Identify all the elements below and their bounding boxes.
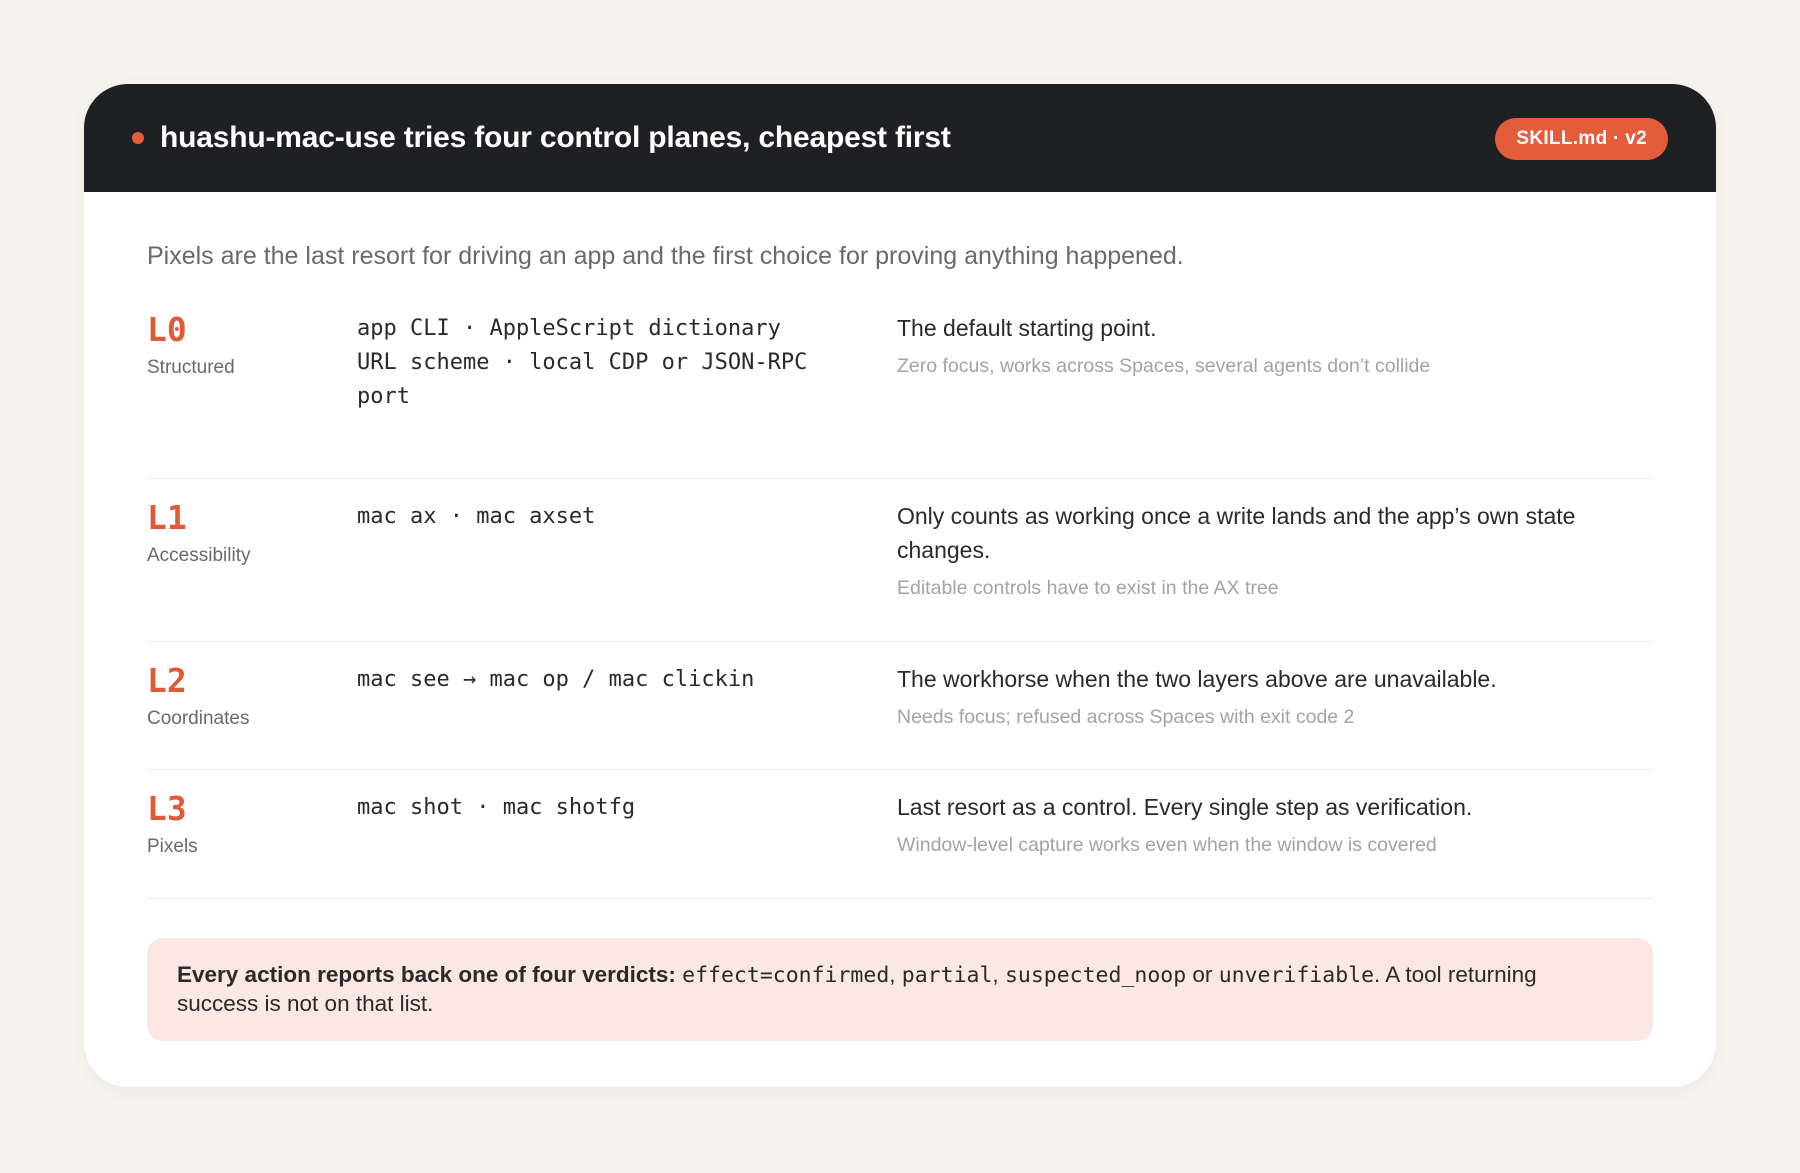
verdict-lead: Every action reports back one of four verdicts: [177, 961, 676, 987]
verdict-line-2: success is not on that list. [177, 990, 434, 1016]
verdict-unverifiable: unverifiable [1218, 962, 1375, 988]
card-body [84, 192, 1716, 1041]
level-commands [357, 790, 897, 898]
level-description [897, 662, 1653, 769]
level-name: Pixels [147, 835, 198, 857]
level-label [147, 499, 357, 641]
description-note: Window-level capture works even when the window is covered [897, 833, 1437, 856]
skill-card [84, 84, 1716, 1087]
level-description [897, 311, 1653, 478]
verdict-tail: . A tool returning [1374, 961, 1537, 987]
verdict-or: or [1192, 961, 1213, 987]
level-row-l3 [147, 770, 1653, 899]
level-commands [357, 499, 897, 641]
intro-text: Pixels are the last resort for driving an app and the first choice for proving anything happened. [147, 242, 1184, 270]
level-name: Coordinates [147, 707, 250, 729]
command-line: URL scheme · local CDP or JSON-RPC [357, 349, 808, 375]
description-line: Only counts as working once a write lands and the app’s own state [897, 502, 1576, 529]
description-text: The workhorse when the two layers above are unavailable. [897, 665, 1497, 692]
verdict-confirmed: effect=confirmed [682, 962, 890, 988]
version-badge: SKILL.md · v2 [1495, 118, 1668, 160]
level-commands [357, 662, 897, 769]
description-text: The default starting point. [897, 314, 1157, 341]
level-label [147, 790, 357, 898]
level-name: Accessibility [147, 544, 251, 566]
description-note: Zero focus, works across Spaces, several agents don’t collide [897, 354, 1431, 377]
card-title: huashu-mac-use tries four control planes, cheapest first [160, 121, 951, 154]
verdict-line-1 [177, 961, 1623, 990]
card-header [84, 84, 1716, 192]
verdict-separator: , [992, 961, 999, 987]
command-line: mac shot · mac shotfg [357, 794, 636, 820]
command-line: mac see → mac op / mac clickin [357, 666, 755, 692]
level-description [897, 790, 1653, 898]
command-line: port [357, 383, 410, 409]
level-label [147, 662, 357, 769]
description-note: Editable controls have to exist in the AX tree [897, 576, 1279, 599]
level-label [147, 311, 357, 478]
verdict-callout [147, 938, 1653, 1041]
level-row-l0 [147, 311, 1653, 479]
verdict-suspected-noop: suspected_noop [1004, 962, 1187, 988]
description-note: Needs focus; refused across Spaces with exit code 2 [897, 705, 1355, 728]
level-code: L1 [147, 497, 187, 537]
level-code: L2 [147, 660, 187, 700]
status-dot-icon [132, 132, 144, 144]
verdict-separator: , [889, 961, 896, 987]
command-line: app CLI · AppleScript dictionary [357, 315, 781, 341]
description-line: changes. [897, 536, 991, 563]
level-commands [357, 311, 897, 478]
level-code: L0 [147, 309, 187, 349]
level-row-l2 [147, 642, 1653, 770]
description-text: Last resort as a control. Every single step as verification. [897, 793, 1473, 820]
level-row-l1 [147, 479, 1653, 642]
level-name: Structured [147, 356, 235, 378]
level-description [897, 499, 1653, 641]
verdict-partial: partial [901, 962, 993, 988]
level-code: L3 [147, 788, 187, 828]
command-line: mac ax · mac axset [357, 503, 596, 529]
